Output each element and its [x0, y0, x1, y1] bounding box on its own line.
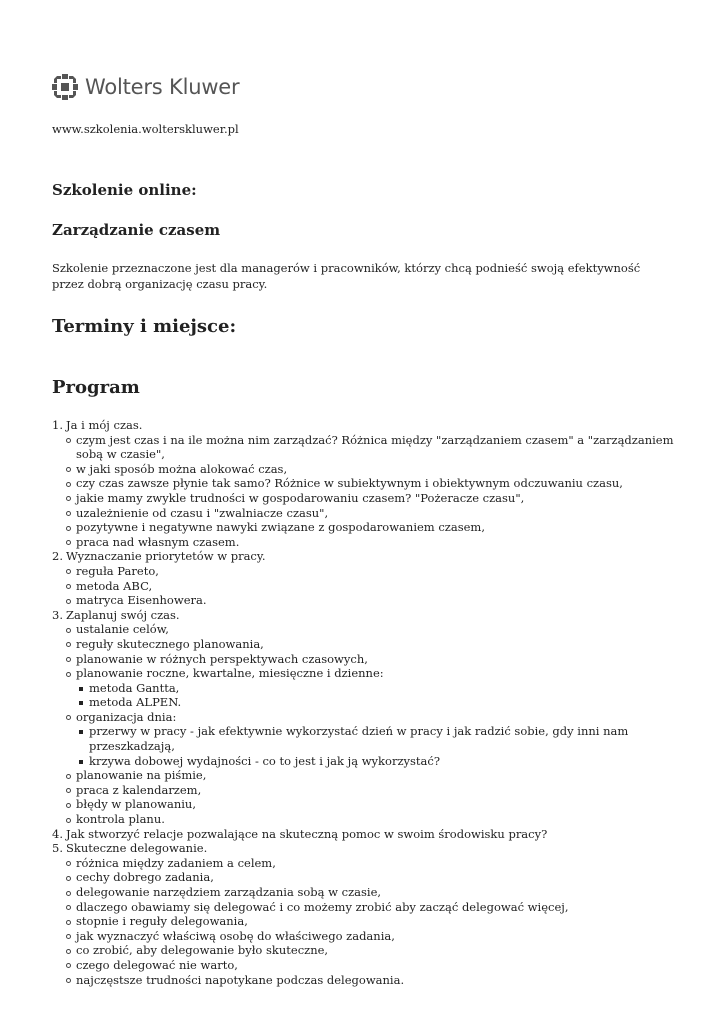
- program-detail-item: przerwy w pracy - jak efektywnie wykorzystać dzień w pracy i jak radzić sobie, gdy inni nam przeszkadzają,: [76, 724, 692, 753]
- program-section-number: 3.: [52, 607, 63, 622]
- program-subtopic-text: w jaki sposób można alokować czas,: [76, 461, 288, 476]
- program-subtopic: [66, 666, 692, 710]
- program-subtopic: [66, 535, 692, 550]
- program-section-number: 1.: [52, 418, 63, 432]
- program-subtopic: [66, 900, 692, 915]
- program-subtopic-text: różnica między zadaniem a celem,: [76, 855, 276, 870]
- program-subtopic-list: [66, 856, 692, 987]
- program-subtopic: [66, 506, 692, 521]
- program-section-number: 4.: [52, 826, 63, 841]
- program-subtopic-text: błędy w planowaniu,: [76, 797, 196, 812]
- program-subtopic: [66, 870, 692, 885]
- program-subtopic: [66, 652, 692, 667]
- program-subtopic-text: uzależnienie od czasu i "zwalniacze czasu",: [76, 505, 329, 520]
- program-subtopic-text: organizacja dnia:: [76, 709, 177, 724]
- program-subtopic-text: praca nad własnym czasem.: [76, 534, 240, 549]
- program-subtopic: [66, 433, 692, 462]
- program-subtopic-text: co zrobić, aby delegowanie było skuteczne,: [76, 943, 329, 958]
- program-subtopic: [66, 797, 692, 812]
- program-subtopic: [66, 462, 692, 477]
- program-subtopic-text: dlaczego obawiamy się delegować i co możemy zrobić aby zacząć delegować więcej,: [76, 899, 569, 914]
- program-subtopic-text: kontrola planu.: [76, 812, 165, 827]
- program-subtopic-text: planowanie w różnych perspektywach czasowych,: [76, 651, 368, 666]
- program-section-title: Ja i mój czas.: [66, 418, 143, 432]
- program-subtopic-text: czy czas zawsze płynie tak samo? Różnice w subiektywnym i obiektywnym odczuwaniu czasu,: [76, 476, 623, 491]
- program-section: [52, 827, 692, 842]
- program-subtopic: [66, 768, 692, 783]
- program-subtopic-text: cechy dobrego zadania,: [76, 870, 214, 885]
- program-detail-item: metoda Gantta,: [76, 681, 692, 696]
- program-detail-list: [76, 724, 692, 768]
- program-detail-list: [76, 681, 692, 710]
- program-subtopic: [66, 593, 692, 608]
- online-training-heading: Szkolenie online:: [52, 181, 197, 199]
- brand-logo: [52, 70, 239, 104]
- program-heading: Program: [52, 377, 140, 398]
- program-section-title: Jak stworzyć relacje pozwalające na skuteczną pomoc w swoim środowisku pracy?: [66, 826, 548, 841]
- program-subtopic-text: czym jest czas i na ile można nim zarządzać? Różnica między "zarządzaniem czasem" a "zarządzaniem sobą w czasie",: [76, 432, 674, 462]
- program-subtopic-text: stopnie i reguły delegowania,: [76, 914, 248, 929]
- training-description: Szkolenie przeznaczone jest dla managerów i pracowników, którzy chcą podnieść swoją efektywność przez dobrą organizację czasu pracy.: [52, 261, 641, 291]
- training-title: Zarządzanie czasem: [52, 221, 221, 239]
- program-subtopic-text: jak wyznaczyć właściwą osobę do właściwego zadania,: [76, 928, 395, 943]
- program-section: [52, 418, 692, 549]
- program-subtopic-text: najczęstsze trudności napotykane podczas delegowania.: [76, 972, 405, 987]
- program-subtopic-text: praca z kalendarzem,: [76, 782, 202, 797]
- program-subtopic-text: reguła Pareto,: [76, 563, 159, 578]
- program-detail-item: metoda ALPEN.: [76, 695, 692, 710]
- program-subtopic: [66, 520, 692, 535]
- program-subtopic-list: [66, 622, 692, 826]
- program-subtopic-list: [66, 564, 692, 608]
- program-subtopic: [66, 637, 692, 652]
- program-subtopic-text: ustalanie celów,: [76, 622, 169, 637]
- program-section: [52, 608, 692, 827]
- wolters-kluwer-logo-icon: [52, 74, 78, 100]
- program-section-number: 5.: [52, 841, 63, 856]
- program-section-title: Skuteczne delegowanie.: [66, 841, 208, 856]
- program-subtopic-text: planowanie roczne, kwartalne, miesięczne i dzienne:: [76, 666, 384, 681]
- program-subtopic: [66, 710, 692, 768]
- program-section-title: Wyznaczanie priorytetów w pracy.: [66, 549, 266, 564]
- program-subtopic-text: jakie mamy zwykle trudności w gospodarowaniu czasem? "Pożeracze czasu",: [76, 490, 525, 505]
- program-section-title: Zaplanuj swój czas.: [66, 607, 180, 622]
- program-subtopic: [66, 622, 692, 637]
- program-subtopic-text: matryca Eisenhowera.: [76, 593, 207, 608]
- program-section: [52, 549, 692, 607]
- program-subtopic: [66, 973, 692, 988]
- program-detail-item: krzywa dobowej wydajności - co to jest i jak ją wykorzystać?: [76, 754, 692, 769]
- program-subtopic: [66, 929, 692, 944]
- website-url[interactable]: www.szkolenia.wolterskluwer.pl: [52, 122, 239, 136]
- program-subtopic-text: czego delegować nie warto,: [76, 957, 238, 972]
- program-section: [52, 841, 692, 987]
- program-subtopic: [66, 914, 692, 929]
- program-subtopic: [66, 476, 692, 491]
- program-subtopic: [66, 564, 692, 579]
- program-subtopic-text: reguły skutecznego planowania,: [76, 636, 264, 651]
- program-subtopic-text: metoda ABC,: [76, 578, 153, 593]
- program-subtopic-text: planowanie na piśmie,: [76, 768, 207, 783]
- program-subtopic: [66, 958, 692, 973]
- program-subtopic-text: delegowanie narzędziem zarządzania sobą w czasie,: [76, 885, 382, 899]
- program-subtopic-list: [66, 433, 692, 550]
- terms-heading: Terminy i miejsce:: [52, 316, 237, 337]
- program-subtopic: [66, 579, 692, 594]
- program-subtopic: [66, 491, 692, 506]
- program-section-number: 2.: [52, 549, 63, 564]
- program-subtopic: [66, 943, 692, 958]
- program-subtopic: [66, 885, 692, 900]
- program-subtopic: [66, 812, 692, 827]
- program-list: [52, 418, 692, 987]
- program-subtopic: [66, 783, 692, 798]
- program-subtopic-text: pozytywne i negatywne nawyki związane z gospodarowaniem czasem,: [76, 520, 485, 535]
- program-subtopic: [66, 856, 692, 871]
- program-ordered-list: [52, 418, 692, 987]
- brand-name: Wolters Kluwer: [85, 75, 240, 99]
